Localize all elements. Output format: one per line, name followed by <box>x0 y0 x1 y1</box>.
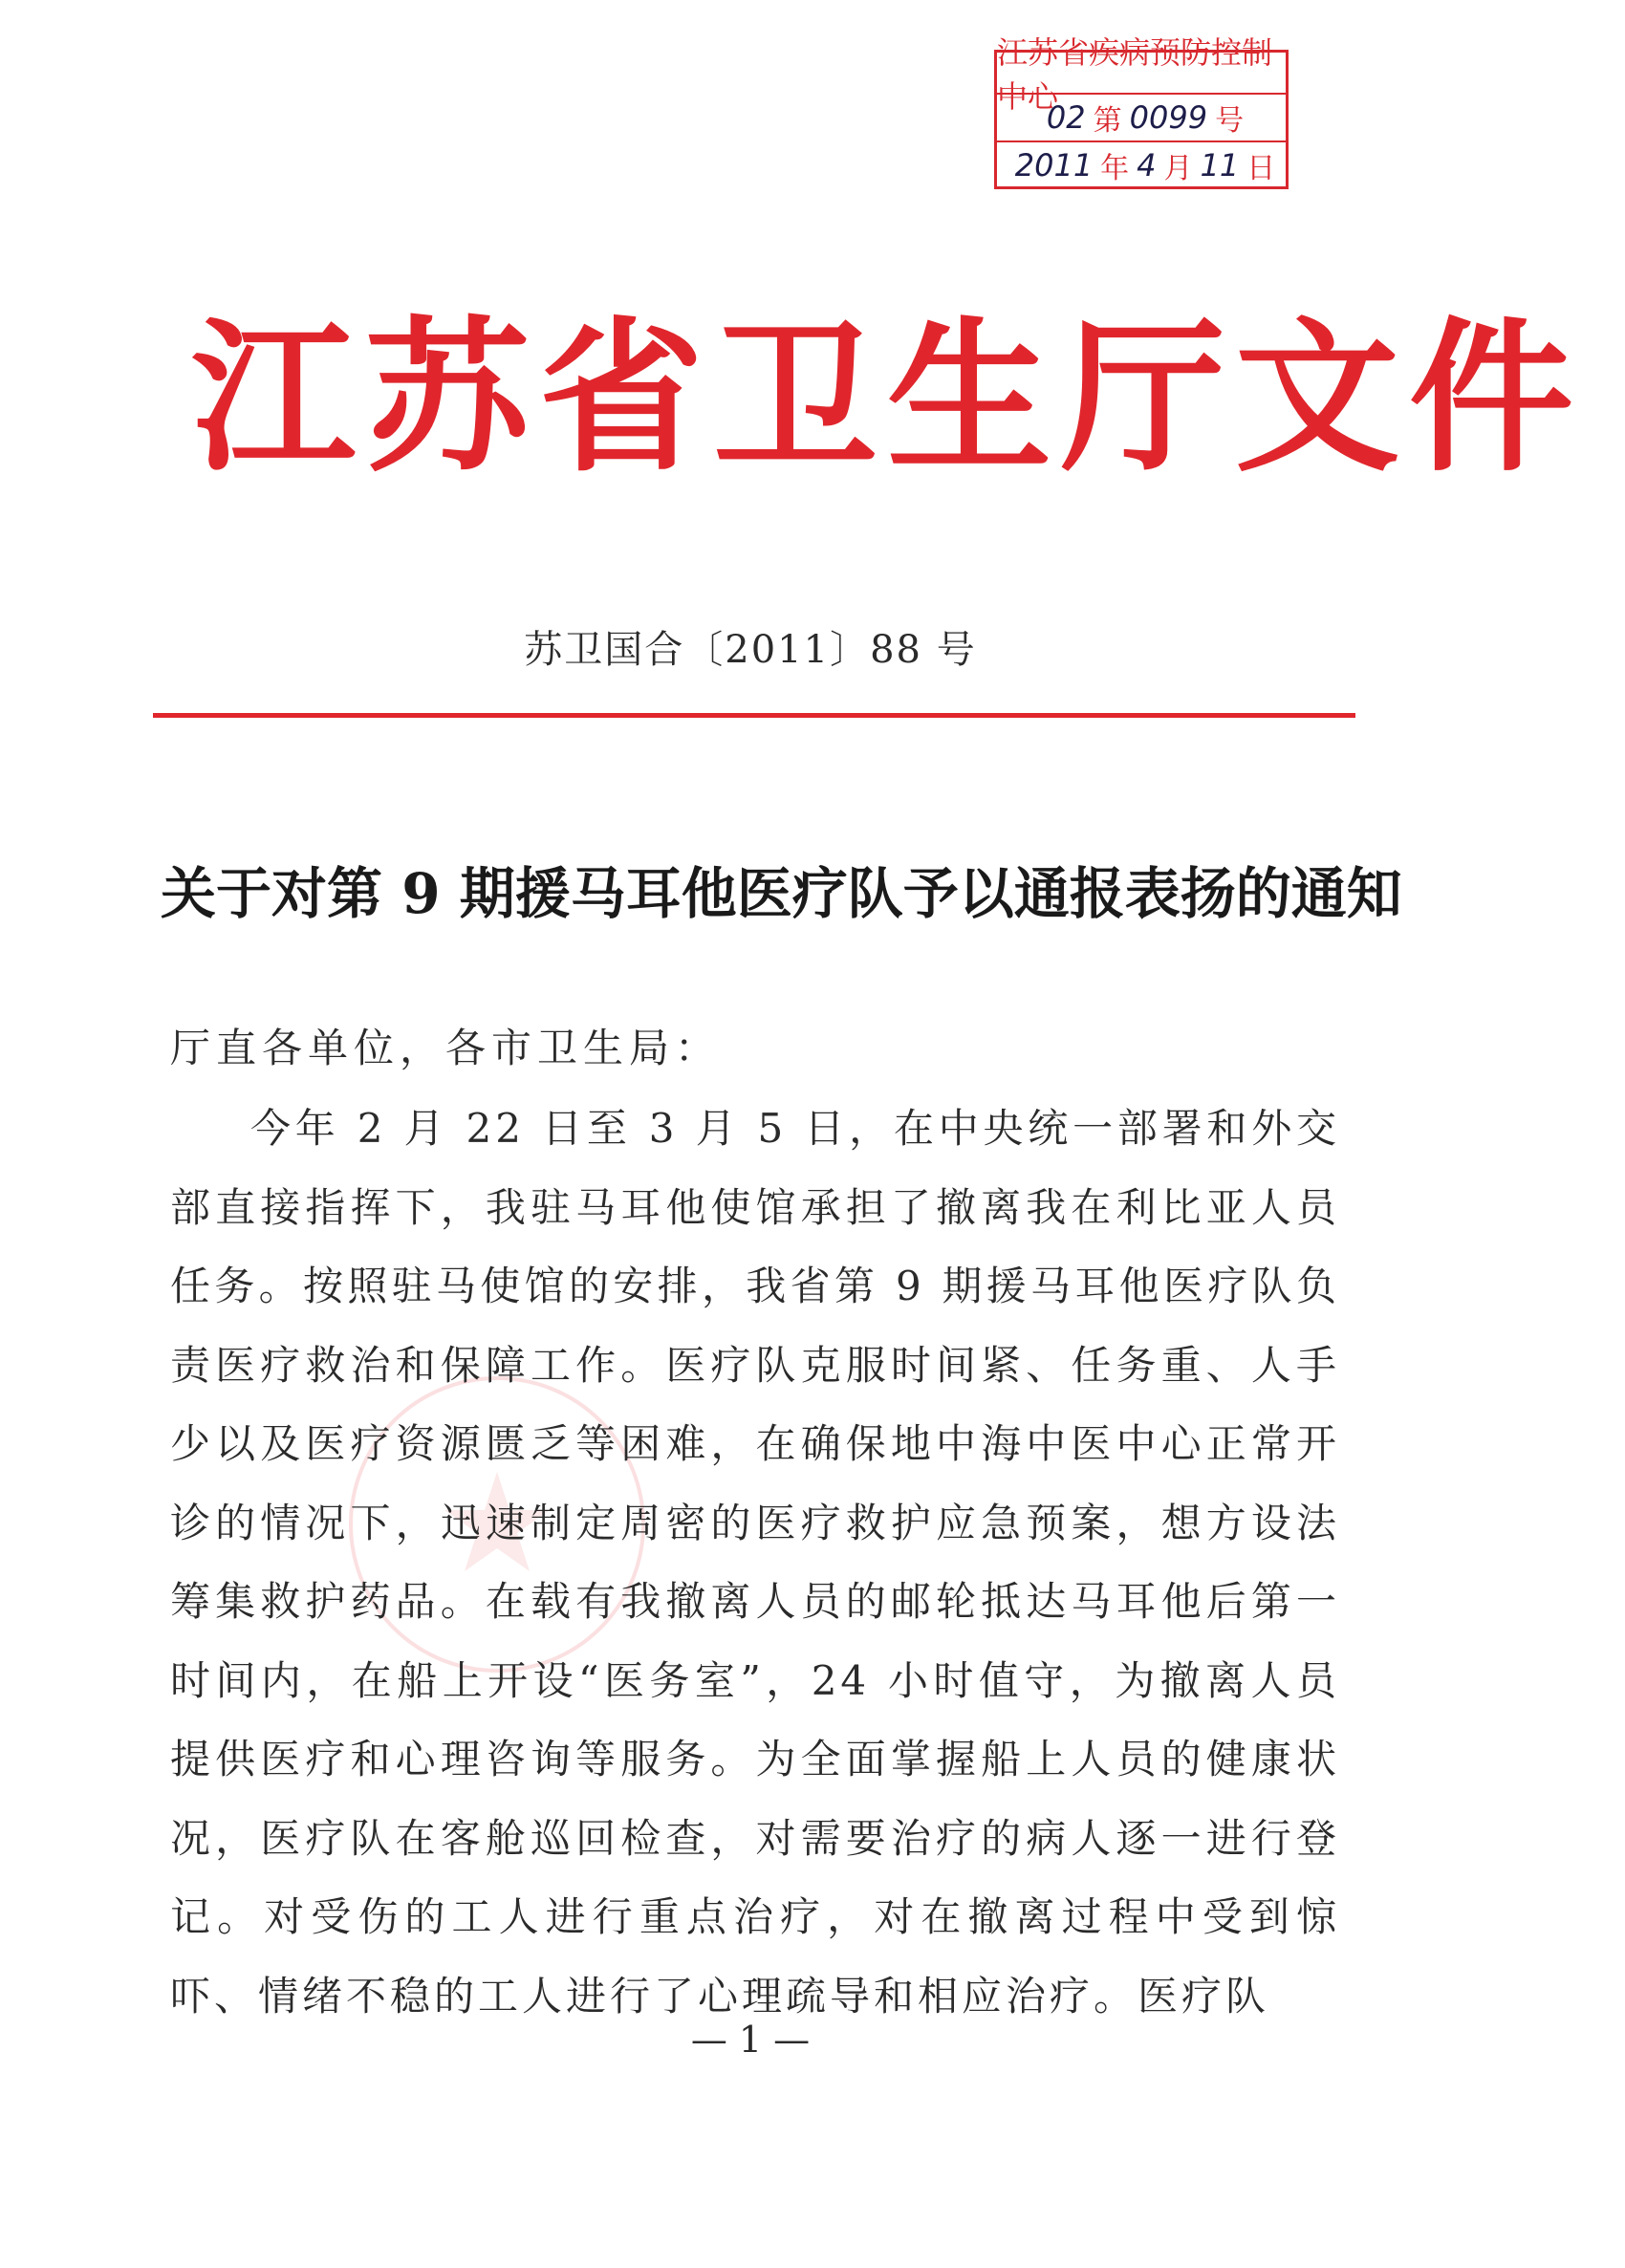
stamp-number-row <box>997 95 1286 142</box>
stamp-number-value: 0099 <box>1129 99 1208 136</box>
header-divider <box>153 713 1355 718</box>
document-number: 苏卫国合〔2011〕88 号 <box>524 628 977 672</box>
stamp-number-prefix: 02 <box>1046 99 1086 136</box>
document-header-title: 江苏省卫生厅文件 <box>191 300 1583 494</box>
page-number: — 1 — <box>690 2019 811 2061</box>
stamp-number-suffix: 号 <box>1215 104 1245 138</box>
stamp-date-year: 2011 <box>1014 147 1094 184</box>
notice-title: 关于对第 9 期援马耳他医疗队予以通报表扬的通知 <box>161 861 1402 926</box>
body-paragraph: 今年 2 月 22 日至 3 月 5 日，在中央统一部署和外交部直接指挥下，我驻马耳他使馆承担了撤离我在利比亚人员任务。按照驻马使馆的安排，我省第 9 期援马耳他医疗队负责医疗救治和保障工作。医疗队克服时间紧、任务重、人手少以及医疗资源匮乏等困难，在确保地中海中医中心正常开诊的情况下，迅速制定周密的医疗救护应急预案，想方设法筹集救护药品。在载有我撤离人员的邮轮抵达马耳他后第一时间内，在船上开设“医务室”，24 小时值守，为撤离人员提供医疗和心理咨询等服务。为全面掌握船上人员的健康状况，医疗队在客舱巡回检查，对需要治疗的病人逐一进行登记。对受伤的工人进行重点治疗，对在撤离过程中受到惊吓、情绪不稳的工人进行了心理疏导和相应治疗。医疗队 <box>170 1105 1340 2020</box>
stamp-date-day-label: 日 <box>1246 152 1276 185</box>
stamp-date-day: 11 <box>1200 147 1240 184</box>
stamp-date-row <box>997 142 1286 188</box>
stamp-date-year-label: 年 <box>1100 152 1130 185</box>
received-stamp <box>994 34 1289 189</box>
stamp-number-label: 第 <box>1093 104 1122 138</box>
stamp-date-month: 4 <box>1137 147 1157 184</box>
stamp-date-month-label: 月 <box>1163 152 1193 185</box>
salutation: 厅直各单位，各市卫生局： <box>170 1025 722 1071</box>
stamp-org: 江苏省疾病预防控制中心 <box>997 53 1286 95</box>
